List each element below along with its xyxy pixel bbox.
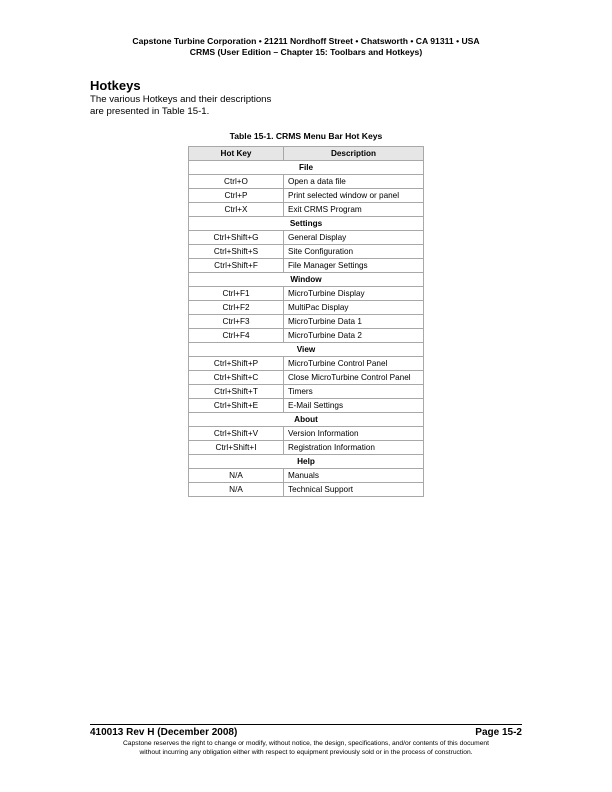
hot-key-cell: Ctrl+Shift+G: [189, 231, 284, 245]
table-row: [189, 175, 424, 189]
footer-page-number: Page 15-2: [475, 727, 522, 738]
footer-disclaimer: [0, 739, 612, 757]
hot-key-cell: Ctrl+Shift+E: [189, 399, 284, 413]
description-cell: Version Information: [284, 427, 424, 441]
intro-line: The various Hotkeys and their descriptions: [90, 94, 272, 105]
hot-key-cell: N/A: [189, 483, 284, 497]
hot-key-cell: N/A: [189, 469, 284, 483]
description-cell: E-Mail Settings: [284, 399, 424, 413]
description-cell: General Display: [284, 231, 424, 245]
hot-key-cell: Ctrl+Shift+I: [189, 441, 284, 455]
header-chapter-line: CRMS (User Edition – Chapter 15: Toolbars and Hotkeys): [189, 47, 423, 57]
disclaimer-line: without incurring any obligation either with respect to equipment previously sold or in the process of construction.: [139, 749, 473, 756]
footer-document-id: 410013 Rev H (December 2008): [90, 727, 238, 738]
description-cell: Registration Information: [284, 441, 424, 455]
table-row: [189, 245, 424, 259]
group-header-row: [189, 343, 424, 357]
table-row: [189, 399, 424, 413]
table-row: [189, 441, 424, 455]
footer-divider: [90, 724, 522, 725]
hot-key-cell: Ctrl+Shift+P: [189, 357, 284, 371]
hot-key-cell: Ctrl+F1: [189, 287, 284, 301]
description-cell: Print selected window or panel: [284, 189, 424, 203]
description-cell: Timers: [284, 385, 424, 399]
table-body: [189, 161, 424, 497]
description-cell: MultiPac Display: [284, 301, 424, 315]
table-row: [189, 329, 424, 343]
table-row: [189, 385, 424, 399]
table-row: [189, 203, 424, 217]
description-cell: MicroTurbine Control Panel: [284, 357, 424, 371]
page-header: [0, 36, 612, 58]
table-row: [189, 301, 424, 315]
intro-line: are presented in Table 15-1.: [90, 105, 210, 117]
description-cell: MicroTurbine Data 1: [284, 315, 424, 329]
description-cell: Exit CRMS Program: [284, 203, 424, 217]
description-cell: MicroTurbine Data 2: [284, 329, 424, 343]
hotkeys-table: [188, 146, 424, 497]
hot-key-cell: Ctrl+X: [189, 203, 284, 217]
hot-key-cell: Ctrl+P: [189, 189, 284, 203]
intro-paragraph: [90, 94, 300, 117]
table-row: [189, 371, 424, 385]
table-header-row: [189, 147, 424, 161]
table-row: [189, 231, 424, 245]
hot-key-cell: Ctrl+Shift+C: [189, 371, 284, 385]
table-row: [189, 189, 424, 203]
group-label: Help: [189, 455, 424, 469]
header-company-line: Capstone Turbine Corporation • 21211 Nordhoff Street • Chatsworth • CA 91311 • USA: [132, 36, 480, 46]
hot-key-cell: Ctrl+Shift+F: [189, 259, 284, 273]
description-cell: Close MicroTurbine Control Panel: [284, 371, 424, 385]
hot-key-cell: Ctrl+Shift+T: [189, 385, 284, 399]
group-header-row: [189, 413, 424, 427]
hot-key-cell: Ctrl+F3: [189, 315, 284, 329]
table-row: [189, 259, 424, 273]
description-cell: Manuals: [284, 469, 424, 483]
disclaimer-line: Capstone reserves the right to change or modify, without notice, the design, specifications, and/or contents of this document: [122, 740, 490, 747]
group-header-row: [189, 217, 424, 231]
hot-key-cell: Ctrl+Shift+S: [189, 245, 284, 259]
description-cell: Open a data file: [284, 175, 424, 189]
column-header-hot-key: Hot Key: [189, 147, 284, 161]
group-label: About: [189, 413, 424, 427]
hot-key-cell: Ctrl+F4: [189, 329, 284, 343]
table-row: [189, 483, 424, 497]
table-row: [189, 427, 424, 441]
column-header-description: Description: [284, 147, 424, 161]
table-caption: Table 15-1. CRMS Menu Bar Hot Keys: [229, 131, 383, 141]
table-row: [189, 315, 424, 329]
group-header-row: [189, 161, 424, 175]
description-cell: File Manager Settings: [284, 259, 424, 273]
group-label: Settings: [189, 217, 424, 231]
hot-key-cell: Ctrl+Shift+V: [189, 427, 284, 441]
group-label: View: [189, 343, 424, 357]
group-label: File: [189, 161, 424, 175]
table-row: [189, 287, 424, 301]
table-row: [189, 469, 424, 483]
group-label: Window: [189, 273, 424, 287]
group-header-row: [189, 273, 424, 287]
description-cell: Technical Support: [284, 483, 424, 497]
hot-key-cell: Ctrl+F2: [189, 301, 284, 315]
description-cell: Site Configuration: [284, 245, 424, 259]
table-row: [189, 357, 424, 371]
description-cell: MicroTurbine Display: [284, 287, 424, 301]
section-title: Hotkeys: [90, 78, 141, 93]
group-header-row: [189, 455, 424, 469]
hot-key-cell: Ctrl+O: [189, 175, 284, 189]
